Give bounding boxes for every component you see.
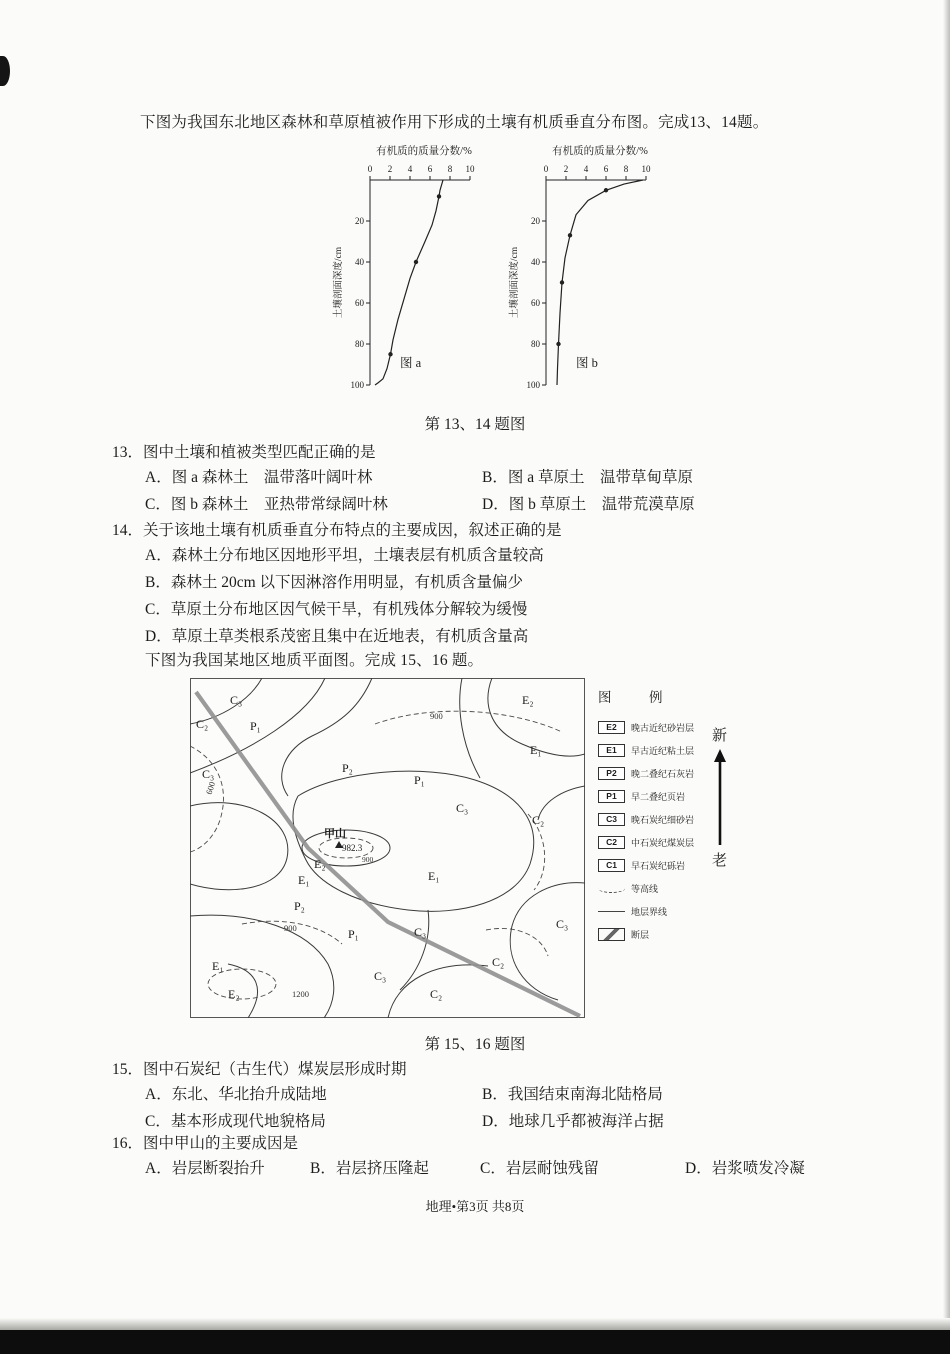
scan-bottom-band xyxy=(0,1330,950,1354)
q13-stem: 13．图中土壤和植被类型匹配正确的是 xyxy=(112,444,376,461)
legend-label: 等高线 xyxy=(631,884,659,894)
stratum-label: E₂ xyxy=(228,987,240,1001)
sym-fault-icon xyxy=(598,928,625,941)
figure-caption-15-16: 第 15、16 题图 xyxy=(424,1036,526,1053)
data-point-marker xyxy=(568,233,572,237)
legend-label: 早二叠纪页岩 xyxy=(631,792,686,802)
stratum-label: C₂ xyxy=(532,813,545,827)
legend-label: 晚古近纪砂岩层 xyxy=(631,723,695,733)
chart-x-axis-title: 有机质的质量分数/% xyxy=(376,146,472,157)
answer-option: A．东北、华北抬升成陆地 xyxy=(145,1086,327,1103)
organic-matter-curve xyxy=(375,180,443,385)
stratum-boundary-lines xyxy=(190,678,585,1018)
stratum-label: C₂ xyxy=(430,987,443,1001)
scan-shadow xyxy=(0,1318,950,1330)
geologic-map-drawing xyxy=(190,678,585,1018)
organic-matter-curve xyxy=(557,180,643,385)
contour-value-label: 900 xyxy=(362,855,374,864)
answer-option: C．草原土分布地区因气候干旱，有机残体分解较为缓慢 xyxy=(145,601,528,618)
data-point-marker xyxy=(437,194,441,198)
sym-boundary-icon xyxy=(598,911,625,912)
svg-text:80: 80 xyxy=(531,339,540,349)
svg-text:8: 8 xyxy=(447,164,453,174)
stratum-label: P₂ xyxy=(342,761,353,775)
age-old-label: 老 xyxy=(712,853,728,869)
legend-key-box: E2 xyxy=(598,721,625,734)
answer-option: C．图 b 森林土 亚热带常绿阔叶林 xyxy=(145,496,388,513)
svg-text:4: 4 xyxy=(407,164,413,174)
contour-value-label: 1200 xyxy=(292,989,309,999)
geologic-map-figure xyxy=(190,678,760,1030)
legend-item xyxy=(598,739,723,762)
stratum-label: E₂ xyxy=(314,857,326,871)
stratum-label: C₃ xyxy=(230,693,243,707)
answer-option: A．图 a 森林土 温带落叶阔叶林 xyxy=(145,469,373,486)
svg-text:40: 40 xyxy=(355,257,364,267)
data-point-marker xyxy=(414,260,418,264)
svg-text:40: 40 xyxy=(531,257,540,267)
q16-options xyxy=(145,1155,905,1182)
svg-text:6: 6 xyxy=(427,164,433,174)
svg-text:60: 60 xyxy=(355,298,364,308)
answer-option: B．我国结束南海北陆格局 xyxy=(482,1086,663,1103)
subfigure-label: 图 b xyxy=(576,356,598,370)
legend-item xyxy=(598,785,723,808)
subfigure-label: 图 a xyxy=(400,356,422,370)
figure-caption-13-14: 第 13、14 题图 xyxy=(424,416,526,433)
legend-item xyxy=(598,877,723,900)
legend-items xyxy=(598,716,723,946)
q13-options xyxy=(145,464,865,518)
legend-key-box: C3 xyxy=(598,813,625,826)
legend-key-box: P1 xyxy=(598,790,625,803)
q16-stem: 16．图中甲山的主要成因是 xyxy=(112,1135,299,1152)
intro-text-q15-16: 下图为我国某地区地质平面图。完成 15、16 题。 xyxy=(145,652,484,669)
svg-text:10: 10 xyxy=(465,164,475,174)
stratum-label: P₁ xyxy=(348,927,359,941)
contour-lines xyxy=(190,711,562,999)
legend-item xyxy=(598,854,723,877)
data-point-marker xyxy=(556,342,560,346)
age-new-label: 新 xyxy=(712,728,728,744)
q15-options xyxy=(145,1081,865,1135)
age-scale xyxy=(712,724,727,870)
legend-title: 图 例 xyxy=(598,690,675,705)
svg-text:80: 80 xyxy=(355,339,364,349)
chart-figure-a xyxy=(330,142,500,397)
answer-option: D．图 b 草原土 温带荒漠草原 xyxy=(482,496,695,513)
answer-option: C．岩层耐蚀残留 xyxy=(480,1160,599,1177)
answer-option: B．岩层挤压隆起 xyxy=(310,1160,429,1177)
legend-item xyxy=(598,923,723,946)
svg-text:0: 0 xyxy=(543,164,549,174)
summit-name-label: 甲山 xyxy=(324,828,346,840)
map-legend xyxy=(598,686,723,946)
stratum-label: P₁ xyxy=(250,719,261,733)
answer-option: D．地球几乎都被海洋占据 xyxy=(482,1113,664,1130)
geologic-map xyxy=(190,678,585,1018)
legend-key-box: C2 xyxy=(598,836,625,849)
contour-value-label: 900 xyxy=(430,711,443,721)
svg-text:10: 10 xyxy=(641,164,651,174)
stratum-label: E₁ xyxy=(428,869,440,883)
soil-profile-charts xyxy=(330,142,676,397)
stratum-label: C₃ xyxy=(202,767,215,781)
q14-options xyxy=(145,542,865,650)
chart-y-axis-label: 土壤剖面深度/cm xyxy=(510,246,520,319)
chart-y-axis-label: 土壤剖面深度/cm xyxy=(334,246,344,319)
stratum-label: E₁ xyxy=(212,959,224,973)
answer-option: B．森林土 20cm 以下因淋溶作用明显，有机质含量偏少 xyxy=(145,574,524,591)
soil-chart-b xyxy=(506,142,676,392)
summit-elevation-label: 982.3 xyxy=(342,843,363,853)
svg-text:4: 4 xyxy=(583,164,589,174)
stratum-label: C₂ xyxy=(492,955,505,969)
summit-triangle-icon xyxy=(335,841,343,848)
stratum-label: C₃ xyxy=(456,801,469,815)
legend-key-box: E1 xyxy=(598,744,625,757)
svg-text:2: 2 xyxy=(387,164,393,174)
svg-text:8: 8 xyxy=(623,164,629,174)
q14-stem: 14．关于该地土壤有机质垂直分布特点的主要成因，叙述正确的是 xyxy=(112,522,562,539)
contour-value-label: 600 xyxy=(203,780,218,796)
svg-text:100: 100 xyxy=(526,380,540,390)
svg-text:60: 60 xyxy=(531,298,540,308)
stratum-label: C₃ xyxy=(414,925,427,939)
legend-item xyxy=(598,762,723,785)
legend-item xyxy=(598,831,723,854)
legend-label: 断层 xyxy=(631,930,650,940)
stratum-label: C₃ xyxy=(556,917,569,931)
scan-edge xyxy=(943,0,950,1354)
answer-option: A．岩层断裂抬升 xyxy=(145,1160,265,1177)
answer-option: C．基本形成现代地貌格局 xyxy=(145,1113,326,1130)
svg-text:0: 0 xyxy=(367,164,373,174)
answer-option: D．岩浆喷发冷凝 xyxy=(685,1160,805,1177)
legend-label: 中石炭纪煤炭层 xyxy=(631,838,695,848)
stratum-label: E₁ xyxy=(530,743,542,757)
svg-text:20: 20 xyxy=(531,216,540,226)
legend-label: 晚二叠纪石灰岩 xyxy=(631,769,695,779)
legend-key-box: P2 xyxy=(598,767,625,780)
chart-figure-b xyxy=(506,142,676,397)
legend-label: 地层界线 xyxy=(631,907,668,917)
legend-label: 晚石炭纪细砂岩 xyxy=(631,815,695,825)
answer-option: B．图 a 草原土 温带草甸草原 xyxy=(482,469,693,486)
svg-text:100: 100 xyxy=(350,380,364,390)
legend-item xyxy=(598,808,723,831)
legend-item xyxy=(598,900,723,923)
stratum-label: E₂ xyxy=(522,693,534,707)
svg-text:20: 20 xyxy=(355,216,364,226)
answer-option: D．草原土草类根系茂密且集中在近地表，有机质含量高 xyxy=(145,628,529,645)
contour-value-label: 900 xyxy=(284,923,297,933)
data-point-marker xyxy=(560,280,564,284)
intro-text-q13-14: 下图为我国东北地区森林和草原植被作用下形成的土壤有机质垂直分布图。完成13、14题。 xyxy=(140,114,769,131)
stratum-label: E₁ xyxy=(298,873,310,887)
data-point-marker xyxy=(604,188,608,192)
stratum-label: P₂ xyxy=(294,899,305,913)
svg-text:6: 6 xyxy=(603,164,609,174)
chart-x-axis-title: 有机质的质量分数/% xyxy=(552,146,648,157)
data-point-marker xyxy=(388,352,392,356)
legend-label: 早石炭纪砾岩 xyxy=(631,861,686,871)
stratum-label: C₃ xyxy=(374,969,387,983)
sym-contour-icon xyxy=(598,884,625,893)
page-footer: 地理•第3页 共8页 xyxy=(425,1199,525,1214)
scan-artifact xyxy=(0,56,10,86)
legend-item xyxy=(598,716,723,739)
legend-key-box: C1 xyxy=(598,859,625,872)
q15-stem: 15．图中石炭纪（古生代）煤炭层形成时期 xyxy=(112,1061,407,1078)
soil-chart-a xyxy=(330,142,500,392)
map-border xyxy=(191,679,585,1018)
age-arrow-icon xyxy=(713,749,727,845)
stratum-label: C₂ xyxy=(196,717,209,731)
stratum-label: P₁ xyxy=(414,773,425,787)
answer-option: A．森林土分布地区因地形平坦，土壤表层有机质含量较高 xyxy=(145,547,544,564)
svg-text:2: 2 xyxy=(563,164,569,174)
legend-label: 早古近纪粘土层 xyxy=(631,746,695,756)
